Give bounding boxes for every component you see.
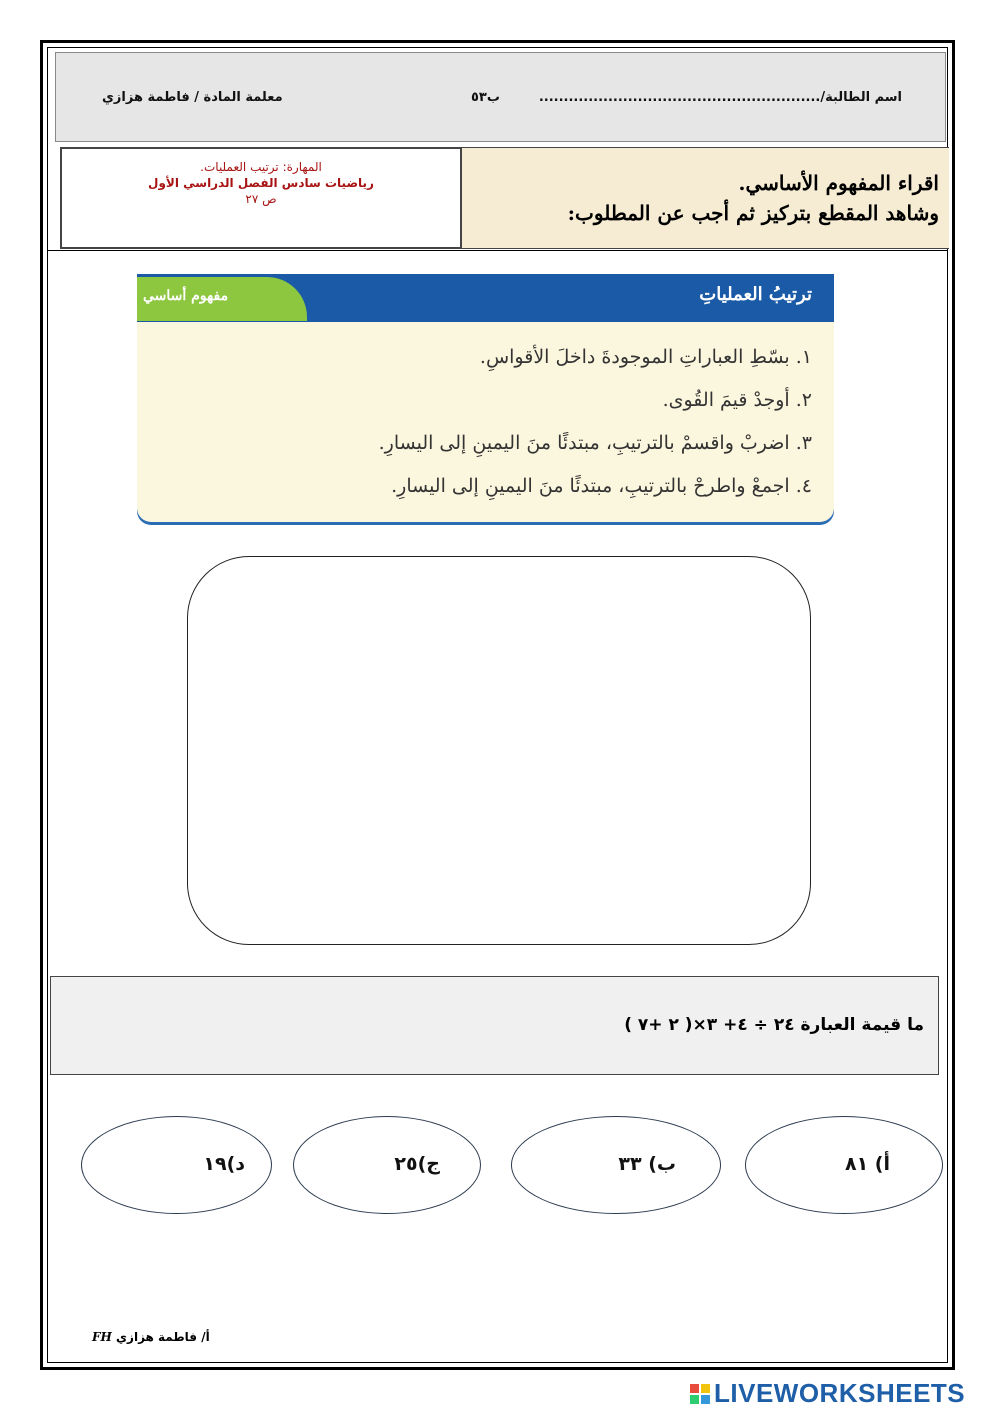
concept-step: ١. بسّطِ العباراتِ الموجودةَ داخلَ الأقواسِ. [479, 346, 812, 368]
question-box [50, 976, 939, 1075]
class-label: ب٥٣ [471, 90, 500, 105]
option-b-label: ب) ٣٣ [618, 1153, 676, 1175]
option-c[interactable] [293, 1116, 481, 1214]
concept-steps [379, 336, 812, 508]
instruction-line-2: وشاهد المقطع بتركيز ثم أجب عن المطلوب: [567, 201, 939, 225]
concept-step: ٣. اضربْ واقسمْ بالترتيبِ، مبتدئًا منَ اليمينِ إلى اليسارِ. [378, 432, 812, 454]
skill-page: ص ٢٧ [245, 192, 277, 206]
key-concept-card [137, 274, 834, 522]
skill-box [60, 147, 462, 249]
brand-text: LIVEWORKSHEETS [714, 1378, 966, 1408]
question-text: ما قيمة العبارة ٢٤ ÷ ٤+ ٣×( ٢ +٧ ) [624, 1015, 924, 1035]
instructions-box [462, 147, 949, 249]
option-d-label: د)١٩ [203, 1153, 245, 1175]
student-name-field[interactable]: اسم الطالبة/......................................................... [538, 90, 902, 105]
option-a-label: أ) ٨١ [844, 1153, 890, 1175]
concept-step: ٢. أوجدْ قيمَ القُوى. [662, 389, 812, 411]
video-placeholder[interactable] [187, 556, 811, 945]
teacher-label: معلمة المادة / فاطمة هزازي [102, 90, 283, 105]
concept-step: ٤. اجمعْ واطرحْ بالترتيبِ، مبتدئًا منَ اليمينِ إلى اليسارِ. [391, 475, 812, 497]
option-a[interactable] [745, 1116, 943, 1214]
concept-tag-label: مفهوم أساسي [143, 288, 229, 304]
option-c-label: ج)٢٥ [394, 1153, 440, 1175]
skill-course: رياضيات سادس الفصل الدراسي الأول [148, 176, 374, 190]
section-divider [47, 250, 948, 251]
option-d[interactable] [81, 1116, 272, 1214]
option-b[interactable] [511, 1116, 721, 1214]
liveworksheets-logo-icon [690, 1384, 710, 1404]
skill-line: المهارة: ترتيب العمليات. [200, 160, 322, 174]
instruction-line-1: اقراء المفهوم الأساسي. [738, 171, 939, 195]
liveworksheets-brand [690, 1378, 965, 1408]
signature-name: أ/ فاطمة هزازي [116, 1330, 210, 1344]
concept-title: ترتيبُ العملياتِ [699, 284, 812, 305]
teacher-signature [92, 1330, 210, 1344]
signature-mark: FH [92, 1330, 112, 1344]
